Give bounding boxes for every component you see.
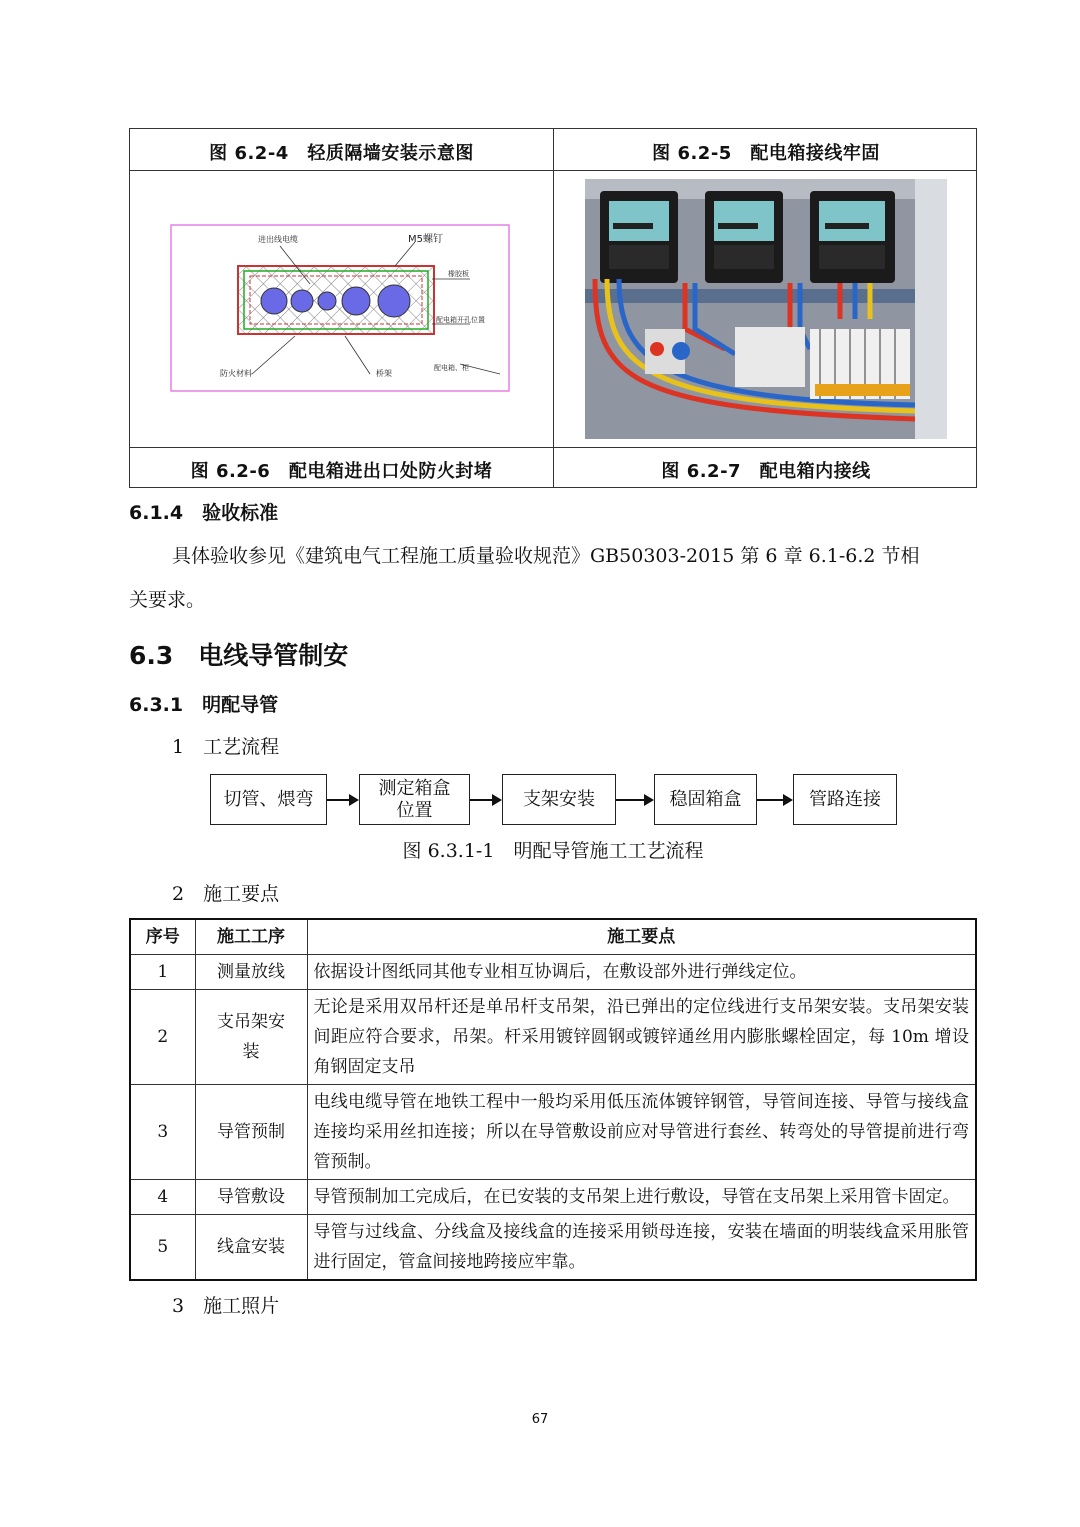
cable-hole bbox=[378, 285, 410, 317]
row-no: 1 bbox=[130, 955, 195, 990]
figure-caption-6-2-7: 图 6.2-7 配电箱内接线 bbox=[661, 461, 871, 482]
row-text: 电线电缆导管在地铁工程中一般均采用低压流体镀锌钢管，导管间连接、导管与接线盒连接均采用丝扣连接；所以在导管敷设前应对导管进行套丝、转弯处的导管提前进行弯管预制。 bbox=[307, 1085, 976, 1180]
label-cable: 进出线电缆 bbox=[258, 235, 298, 244]
cable-hole bbox=[342, 287, 370, 315]
item-key-points: 2 施工要点 bbox=[172, 883, 280, 905]
flow-arrow bbox=[470, 799, 500, 801]
flow-arrow bbox=[327, 799, 357, 801]
flow-step-fix-box: 稳固箱盒 bbox=[654, 774, 757, 825]
header-points: 施工要点 bbox=[307, 919, 976, 955]
flow-step-bracket: 支架安装 bbox=[502, 774, 616, 825]
table-row bbox=[130, 1085, 976, 1180]
row-no: 4 bbox=[130, 1180, 195, 1215]
cable-hole bbox=[261, 288, 287, 314]
paragraph-line: 具体验收参见《建筑电气工程施工质量验收规范》GB50303-2015 第 6 章 6.1-6.2 节相 bbox=[172, 545, 920, 567]
row-text: 依据设计图纸同其他专业相互协调后，在敷设部外进行弹线定位。 bbox=[307, 955, 976, 990]
label-rubber: 橡胶板 bbox=[448, 270, 469, 278]
label-box: 配电箱、柜 bbox=[434, 364, 469, 372]
label-fire-material: 防火材料 bbox=[220, 369, 252, 378]
fire-sealing-diagram bbox=[170, 224, 515, 394]
flow-step-positioning bbox=[359, 774, 470, 825]
table-row bbox=[130, 1180, 976, 1215]
flow-caption: 图 6.3.1-1 明配导管施工工艺流程 bbox=[402, 840, 704, 862]
flow-step-cutting: 切管、煨弯 bbox=[210, 774, 327, 825]
page-number: 67 bbox=[531, 1412, 549, 1427]
row-step: 测量放线 bbox=[195, 955, 307, 990]
flow-arrow bbox=[757, 799, 791, 801]
row-text: 无论是采用双吊杆还是单吊杆支吊架，沿已弹出的定位线进行支吊架安装。支吊架安装间距应符合要求，吊架。杆采用镀锌圆钢或镀锌通丝用内膨胀螺栓固定，每 10m 增设角钢固定支吊 bbox=[307, 990, 976, 1085]
cable-hole bbox=[291, 290, 313, 312]
cable-hole bbox=[318, 292, 336, 310]
table-row bbox=[130, 1215, 976, 1281]
row-step bbox=[195, 990, 307, 1085]
section-heading-6-3-1: 6.3.1 明配导管 bbox=[129, 694, 279, 716]
divider bbox=[553, 129, 554, 487]
paragraph-line: 关要求。 bbox=[129, 589, 206, 611]
header-step: 施工工序 bbox=[195, 919, 307, 955]
row-step: 导管敷设 bbox=[195, 1180, 307, 1215]
section-heading-6-3: 6.3 电线导管制安 bbox=[129, 641, 349, 670]
row-step-line: 支吊架安 bbox=[217, 1012, 285, 1032]
figure-caption-6-2-4: 图 6.2-4 轻质隔墙安装示意图 bbox=[209, 143, 474, 164]
table-row bbox=[130, 955, 976, 990]
item-photos: 3 施工照片 bbox=[172, 1295, 280, 1317]
distribution-box-photo bbox=[585, 179, 947, 439]
table-row bbox=[130, 990, 976, 1085]
row-step-line: 装 bbox=[242, 1042, 260, 1062]
row-no: 5 bbox=[130, 1215, 195, 1281]
row-text: 导管预制加工完成后，在已安装的支吊架上进行敷设，导管在支吊架上采用管卡固定。 bbox=[307, 1180, 976, 1215]
construction-points-table bbox=[129, 918, 977, 1281]
label-screw: M5螺钉 bbox=[408, 234, 443, 245]
row-step: 导管预制 bbox=[195, 1085, 307, 1180]
section-heading-6-1-4: 6.1.4 验收标准 bbox=[129, 502, 279, 524]
table-header-row bbox=[130, 919, 976, 955]
row-no: 2 bbox=[130, 990, 195, 1085]
row-step: 线盒安装 bbox=[195, 1215, 307, 1281]
flow-step-connect: 管路连接 bbox=[793, 774, 897, 825]
item-process-flow: 1 工艺流程 bbox=[172, 736, 280, 758]
figure-caption-6-2-6: 图 6.2-6 配电箱进出口处防火封堵 bbox=[190, 461, 493, 482]
row-no: 3 bbox=[130, 1085, 195, 1180]
header-no: 序号 bbox=[130, 919, 195, 955]
flow-step-text: 位置 bbox=[396, 799, 433, 821]
flow-step-text: 测定箱盒 bbox=[378, 777, 451, 799]
figure-caption-6-2-5: 图 6.2-5 配电箱接线牢固 bbox=[652, 143, 880, 164]
figure-table bbox=[129, 128, 977, 488]
label-bridge: 桥架 bbox=[376, 369, 392, 378]
label-hole: 配电箱开孔位置 bbox=[436, 316, 485, 324]
row-text: 导管与过线盒、分线盒及接线盒的连接采用锁母连接，安装在墙面的明装线盒采用胀管进行固定，管盒间接地跨接应牢靠。 bbox=[307, 1215, 976, 1281]
flow-arrow bbox=[616, 799, 652, 801]
